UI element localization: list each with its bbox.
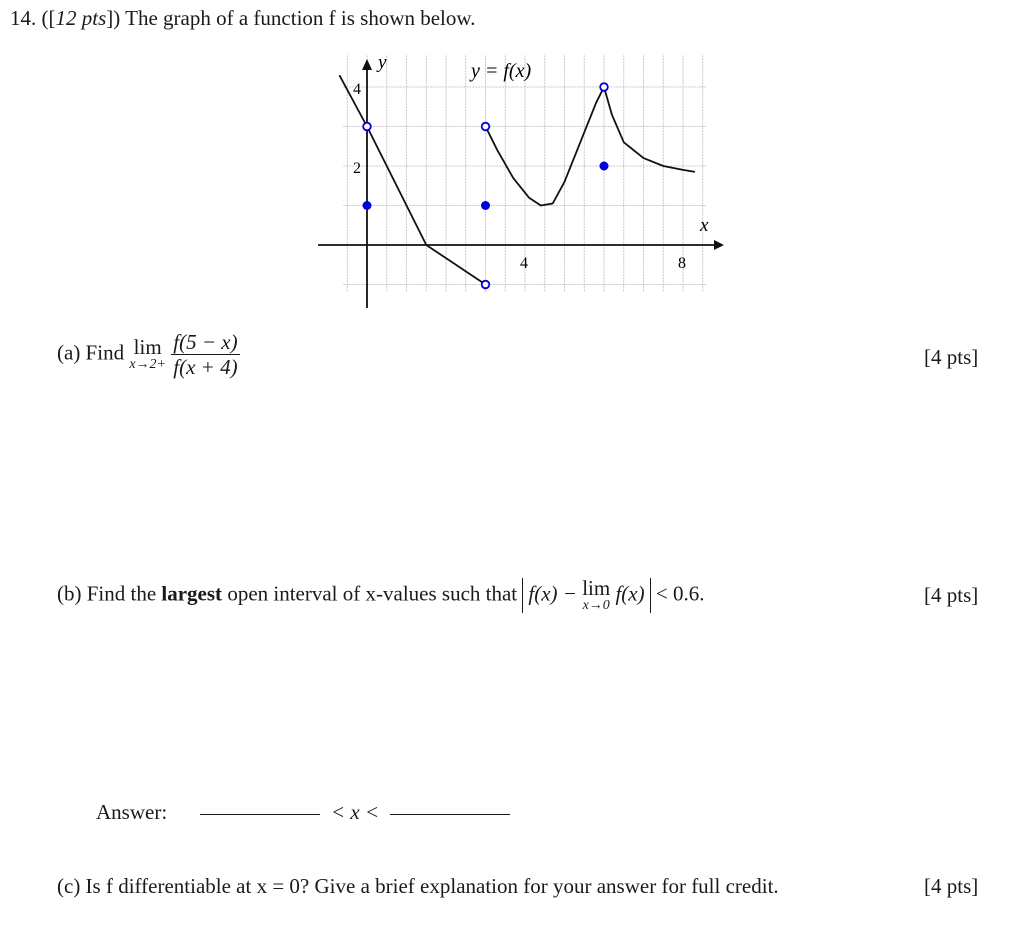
part-b-expr-right: f(x) (615, 581, 645, 606)
answer-row (96, 800, 510, 825)
part-a-label: (a) Find (57, 340, 125, 365)
part-b-label: (b) Find the (57, 581, 157, 606)
open-point (482, 281, 490, 289)
curve-segment-2 (426, 245, 485, 285)
closed-point (600, 162, 609, 171)
closed-point (481, 201, 490, 210)
part-c: (c) Is f differentiable at x = 0? Give a brief explanation for your answer for full credit. (57, 874, 779, 898)
part-b-limit (582, 578, 610, 613)
part-b-bold: largest (161, 581, 223, 606)
x-axis-arrow-icon (714, 240, 724, 250)
part-a-limit (129, 337, 166, 372)
part-a-denominator: f(x + 4) (173, 355, 238, 380)
function-graph (300, 40, 730, 315)
problem-number: 14. (10, 6, 37, 30)
problem-header (10, 6, 475, 31)
part-b-absolute-value (522, 578, 650, 613)
answer-label: Answer: (96, 800, 168, 824)
answer-blank-left[interactable] (200, 813, 320, 815)
open-point (363, 123, 371, 131)
x-axis-label: x (700, 215, 709, 236)
problem-points: 12 pts (55, 6, 107, 30)
y-axis-arrow-icon (362, 59, 372, 70)
graph-curves (339, 75, 695, 284)
problem-intro: The graph of a function f is shown below. (125, 6, 476, 30)
part-b-expr-left: f(x) − (528, 581, 577, 606)
x-tick-4: 4 (520, 255, 528, 272)
part-a-numerator: f(5 − x) (173, 330, 238, 354)
y-tick-4: 4 (353, 81, 361, 98)
part-b-points: [4 pts] (924, 583, 979, 607)
open-point (482, 123, 490, 131)
part-b-lim-sub: x→0 (582, 598, 610, 613)
answer-middle: < x < (330, 800, 380, 824)
y-axis-label: y (378, 52, 387, 73)
points-open: ([ (41, 6, 56, 30)
part-b-rest: open interval of x-values such that (227, 581, 518, 606)
answer-blank-right[interactable] (390, 813, 510, 815)
part-b (57, 578, 704, 613)
x-tick-8: 8 (678, 255, 686, 272)
y-tick-2: 2 (353, 160, 361, 177)
graph-title: y = f(x) (471, 60, 532, 82)
part-b-lim-op: lim (582, 576, 611, 600)
closed-point (363, 201, 372, 210)
part-a-fraction (171, 330, 239, 379)
part-a (57, 330, 240, 379)
part-c-points: [4 pts] (924, 874, 979, 898)
points-close: ]) (106, 6, 121, 30)
part-a-lim-op: lim (133, 335, 162, 360)
part-a-points: [4 pts] (924, 345, 979, 369)
part-b-inequality: < 0.6. (655, 581, 705, 606)
part-a-lim-sub: x→2+ (129, 357, 166, 373)
open-point (600, 83, 608, 91)
curve-segment-4 (604, 87, 695, 172)
